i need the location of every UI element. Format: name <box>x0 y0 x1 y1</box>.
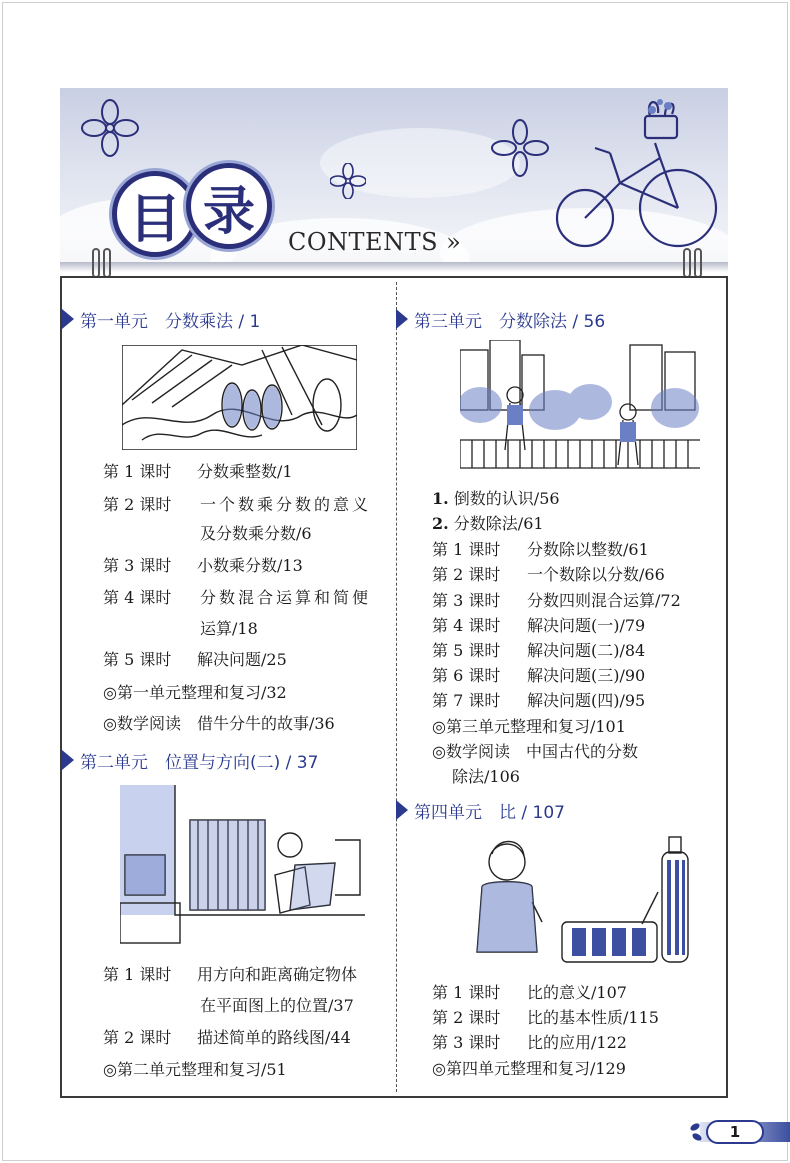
lesson-title: 分数除以整数/61 <box>527 540 649 559</box>
unit4-review[interactable]: ◎第四单元整理和复习/129 <box>432 1059 626 1078</box>
list-item[interactable]: 第 7 课时 <box>432 691 501 710</box>
contents-heading: CONTENTS » <box>288 228 462 256</box>
unit4-heading[interactable] <box>396 796 565 824</box>
arrow-icon <box>62 750 74 770</box>
list-item[interactable]: 第 1 课时 <box>432 983 501 1002</box>
lesson-title-cont: 运算/18 <box>200 619 258 638</box>
section-item[interactable]: 2. 分数除法/61 <box>432 514 544 533</box>
title-circle-1 <box>112 171 198 257</box>
lesson-title: 比的应用/122 <box>527 1033 627 1052</box>
list-item[interactable]: 第 3 课时 <box>432 591 501 610</box>
list-item[interactable]: 第 2 课时 <box>103 1028 172 1047</box>
bicycle-icon <box>550 98 725 258</box>
lesson-title: 用方向和距离确定物体 <box>197 965 358 984</box>
list-item[interactable]: 第 3 课时 <box>432 1033 501 1052</box>
header-banner <box>60 88 728 270</box>
list-item[interactable]: 第 3 课时 <box>103 556 172 575</box>
page-number: 1 <box>706 1120 764 1144</box>
lesson-title: 解决问题(三)/90 <box>527 666 646 685</box>
binder-clip-icon <box>694 248 702 278</box>
lesson-title: 分数四则混合运算/72 <box>527 591 681 610</box>
list-item[interactable]: 第 4 课时 <box>103 588 172 607</box>
list-item[interactable]: 第 2 课时 <box>432 565 501 584</box>
list-item[interactable]: 第 2 课时 <box>103 495 172 514</box>
living-room-illustration <box>120 785 365 950</box>
list-item[interactable]: 第 5 课时 <box>103 650 172 669</box>
unit2-heading-text: 第二单元 位置与方向(二) / 37 <box>80 752 319 773</box>
title-char-1: 目 <box>128 189 181 250</box>
flower-icon <box>490 118 550 178</box>
list-item[interactable]: 第 5 课时 <box>432 641 501 660</box>
lesson-title: 分数混合运算和简便 <box>200 588 372 607</box>
unit3-heading[interactable] <box>396 305 605 333</box>
binder-clip-icon <box>92 248 100 278</box>
title-char-2: 录 <box>202 181 255 242</box>
lesson-title: 一个数乘分数的意义 <box>200 495 372 514</box>
list-item[interactable]: 第 1 课时 <box>103 965 172 984</box>
banner-shadow <box>60 262 728 272</box>
binder-clip-icon <box>103 248 111 278</box>
list-item[interactable]: 第 1 课时 <box>103 462 172 481</box>
section-item[interactable]: 1. 倒数的认识/56 <box>432 489 560 508</box>
city-park-illustration <box>460 340 700 480</box>
unit1-heading[interactable] <box>62 305 260 333</box>
unit4-heading-text: 第四单元 比 / 107 <box>414 802 565 823</box>
unit3-reading-cont: 除法/106 <box>452 767 520 786</box>
unit2-heading[interactable] <box>62 746 318 774</box>
lesson-title: 解决问题(二)/84 <box>527 641 646 660</box>
arrow-icon <box>62 309 74 329</box>
lesson-title-cont: 及分数乘分数/6 <box>200 524 312 543</box>
lesson-title: 描述简单的路线图/44 <box>197 1028 351 1047</box>
list-item[interactable]: 第 1 课时 <box>432 540 501 559</box>
unit2-review[interactable]: ◎第二单元整理和复习/51 <box>103 1060 287 1079</box>
lesson-title: 比的意义/107 <box>527 983 627 1002</box>
unit1-heading-text: 第一单元 分数乘法 / 1 <box>80 311 261 332</box>
list-item[interactable]: 第 2 课时 <box>432 1008 501 1027</box>
flower-icon <box>80 98 140 158</box>
flower-icon <box>330 163 366 199</box>
lesson-title: 解决问题(一)/79 <box>527 616 646 635</box>
title-circle-2 <box>186 163 272 249</box>
arrow-icon <box>396 800 408 820</box>
unit3-reading[interactable]: ◎数学阅读 中国古代的分数 <box>432 742 638 761</box>
column-divider <box>396 282 397 1092</box>
unit1-reading[interactable]: ◎数学阅读 借牛分牛的故事/36 <box>103 714 335 733</box>
vegetable-garden-illustration <box>122 345 357 450</box>
lesson-title: 小数乘分数/13 <box>197 556 303 575</box>
lesson-title: 比的基本性质/115 <box>527 1008 659 1027</box>
unit3-heading-text: 第三单元 分数除法 / 56 <box>414 311 606 332</box>
lesson-title: 解决问题/25 <box>197 650 287 669</box>
list-item[interactable]: 第 6 课时 <box>432 666 501 685</box>
unit3-review[interactable]: ◎第三单元整理和复习/101 <box>432 717 626 736</box>
unit1-review[interactable]: ◎第一单元整理和复习/32 <box>103 683 287 702</box>
arrow-icon <box>396 309 408 329</box>
binder-clip-icon <box>683 248 691 278</box>
list-item[interactable]: 第 4 课时 <box>432 616 501 635</box>
lesson-title: 解决问题(四)/95 <box>527 691 646 710</box>
lesson-title: 分数乘整数/1 <box>197 462 293 481</box>
lesson-title-cont: 在平面图上的位置/37 <box>200 996 354 1015</box>
ratio-illustration <box>462 832 702 967</box>
lesson-title: 一个数除以分数/66 <box>527 565 665 584</box>
